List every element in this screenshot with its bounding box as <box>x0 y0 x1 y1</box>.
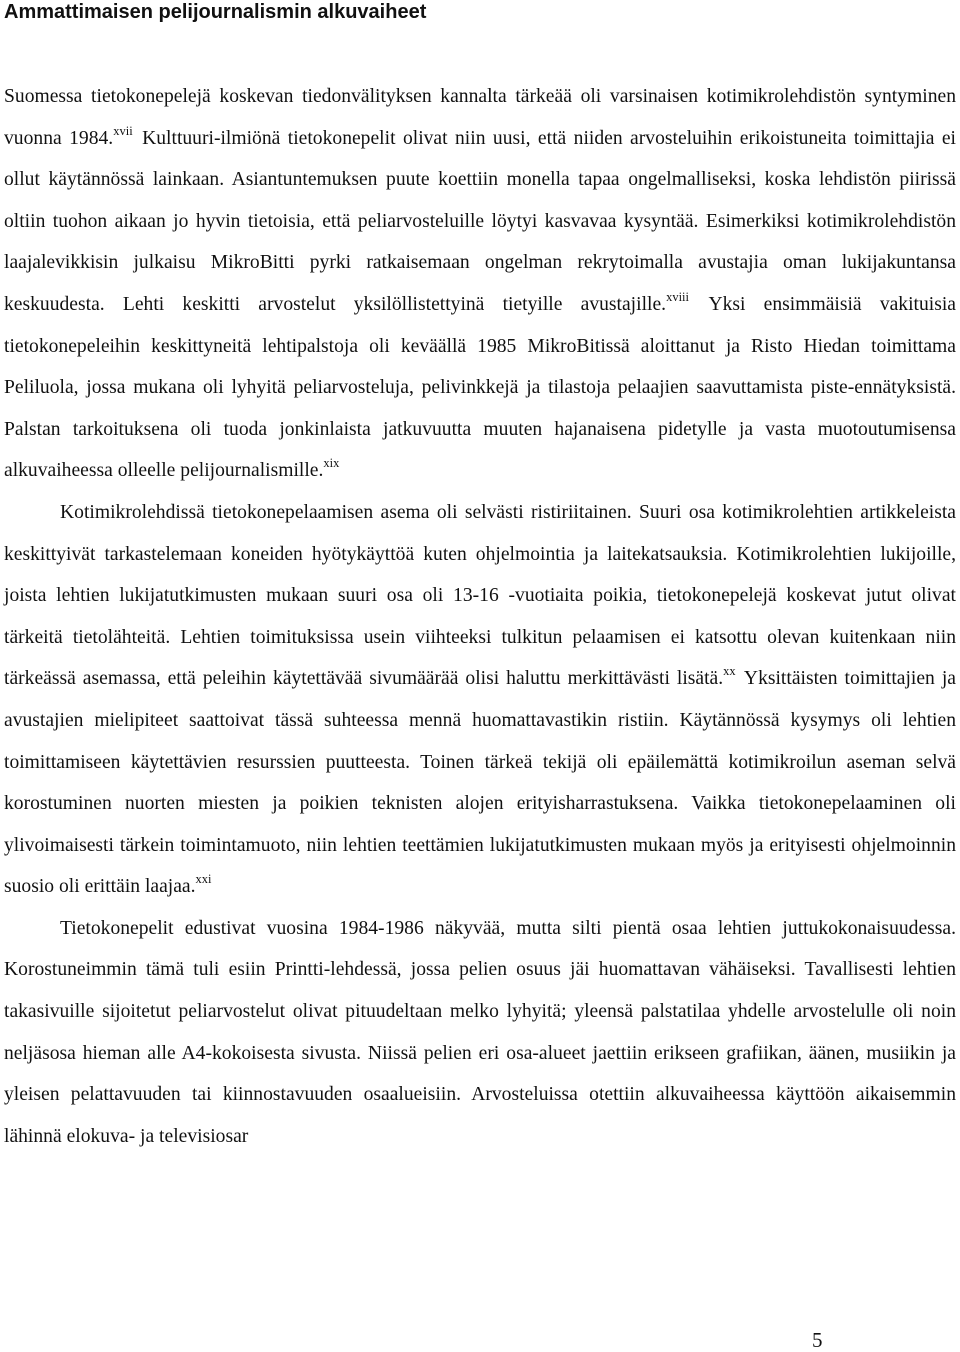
body-text <box>4 76 956 1157</box>
page-number: 5 <box>812 1328 823 1352</box>
paragraph <box>4 492 956 908</box>
paragraph <box>4 76 956 492</box>
paragraph-text: Kulttuuri-ilmiönä tietokonepelit olivat niin uusi, että niiden arvosteluihin erikoistuneita toimittajia ei ollut käytännössä lainkaan. Asiantuntemuksen puute koettiin monella tapaa ongelmalliseksi, koska lehdistön piirissä oltiin tuohon aikaan jo hyvin tietoisia, että peliarvosteluille löytyi kasvavaa kysyntää. Esimerkiksi kotimikrolehdistön laajalevikkisin julkaisu MikroBitti pyrki ratkaisemaan ongelman rekrytoimalla avustajia oman lukijakuntansa keskuudesta. Lehti keskitti arvostelut yksilöllistettyinä tietyille avustajille. <box>4 127 956 315</box>
footnote-marker: xx <box>723 664 736 679</box>
footnote-marker: xxi <box>195 872 212 887</box>
paragraph-text: Suomessa tietokonepelejä koskevan tiedonvälityksen kannalta tärkeää oli varsinaisen kotimikrolehdistön syntyminen vuonna 1984. <box>4 86 956 149</box>
footnote-marker: xix <box>323 456 340 471</box>
paragraph-text: Kotimikrolehdissä tietokonepelaamisen asema oli selvästi ristiriitainen. Suuri osa kotimikrolehtien artikkeleista keskittyivät tarkastelemaan koneiden hyötykäyttöä kuten ohjelmointia ja laitekatsauksia. Kotimikrolehtien lukijoille, joista lehtien lukijatutkimusten mukaan suuri osa oli 13-16 -vuotiaita poikia, tietokonepelejä koskevat jutut olivat tärkeitä tietolähteitä. Lehtien toimituksissa usein viihteeksi tulkitun pelaamisen ei katsottu olevan kuitenkaan niin tärkeässä asemassa, että peleihin käytettävää sivumäärää olisi haluttu merkittävästi lisätä. <box>4 501 956 690</box>
paragraph-text: Yksi ensimmäisiä vakituisia tietokonepeleihin keskittyneitä lehtipalstoja oli keväällä 1985 MikroBitissä aloittanut ja Risto Hiedan toimittama Peliluola, jossa mukana oli lyhyitä peliarvosteluja, pelivinkkejä ja tilastoja pelaajien saavuttamista piste-ennätyksistä. Palstan tarkoituksena oli tuoda jonkinlaista jatkuvuutta muuten hajanaisena pidetylle ja vasta muotoutumisensa alkuvaiheessa olleelle pelijournalismille. <box>4 293 956 482</box>
paragraph-text: Tietokonepelit edustivat vuosina 1984-1986 näkyvää, mutta silti pientä osaa lehtien juttukokonaisuudessa. Korostuneimmin tämä tuli esiin Printti-lehdessä, jossa pelien osuus jäi huomattavan vähäiseksi. Tavallisesti lehtien takasivuille sijoitetut peliarvostelut olivat pituudeltaan melko lyhyitä; yleensä palstatilaa yhdelle arvostelulle oli noin neljäsosa hieman alle A4-kokoisesta sivusta. Niissä pelien eri osa-alueet jaettiin erikseen grafiikan, äänen, musiikin ja yleisen pelattavuuden tai kiinnostavuuden osaalueisiin. Arvosteluissa otettiin alkuvaiheessa käyttöön aikaisemmin lähinnä elokuva- ja televisiosar <box>4 917 956 1147</box>
section-heading: Ammattimaisen pelijournalismin alkuvaiheet <box>4 1 427 23</box>
paragraph-text: Yksittäisten toimittajien ja avustajien mielipiteet saattoivat tässä suhteessa mennä huomattavastikin ristiin. Käytännössä kysymys oli lehtien toimittamiseen käytettävien resurssien puutteesta. Toinen tärkeä tekijä oli epäilemättä kotimikroilun aseman selvä korostuminen nuorten miesten ja poikien teknisten alojen erityisharrastuksena. Vaikka tietokonepelaaminen oli ylivoimaisesti tärkein toimintamuoto, niin lehtien teettämien lukijatutkimusten mukaan myös ja erityisesti ohjelmoinnin suosio oli erittäin laajaa. <box>4 668 956 898</box>
footnote-marker: xvii <box>113 123 133 138</box>
paragraph <box>4 908 956 1158</box>
footnote-marker: xviii <box>666 289 689 304</box>
